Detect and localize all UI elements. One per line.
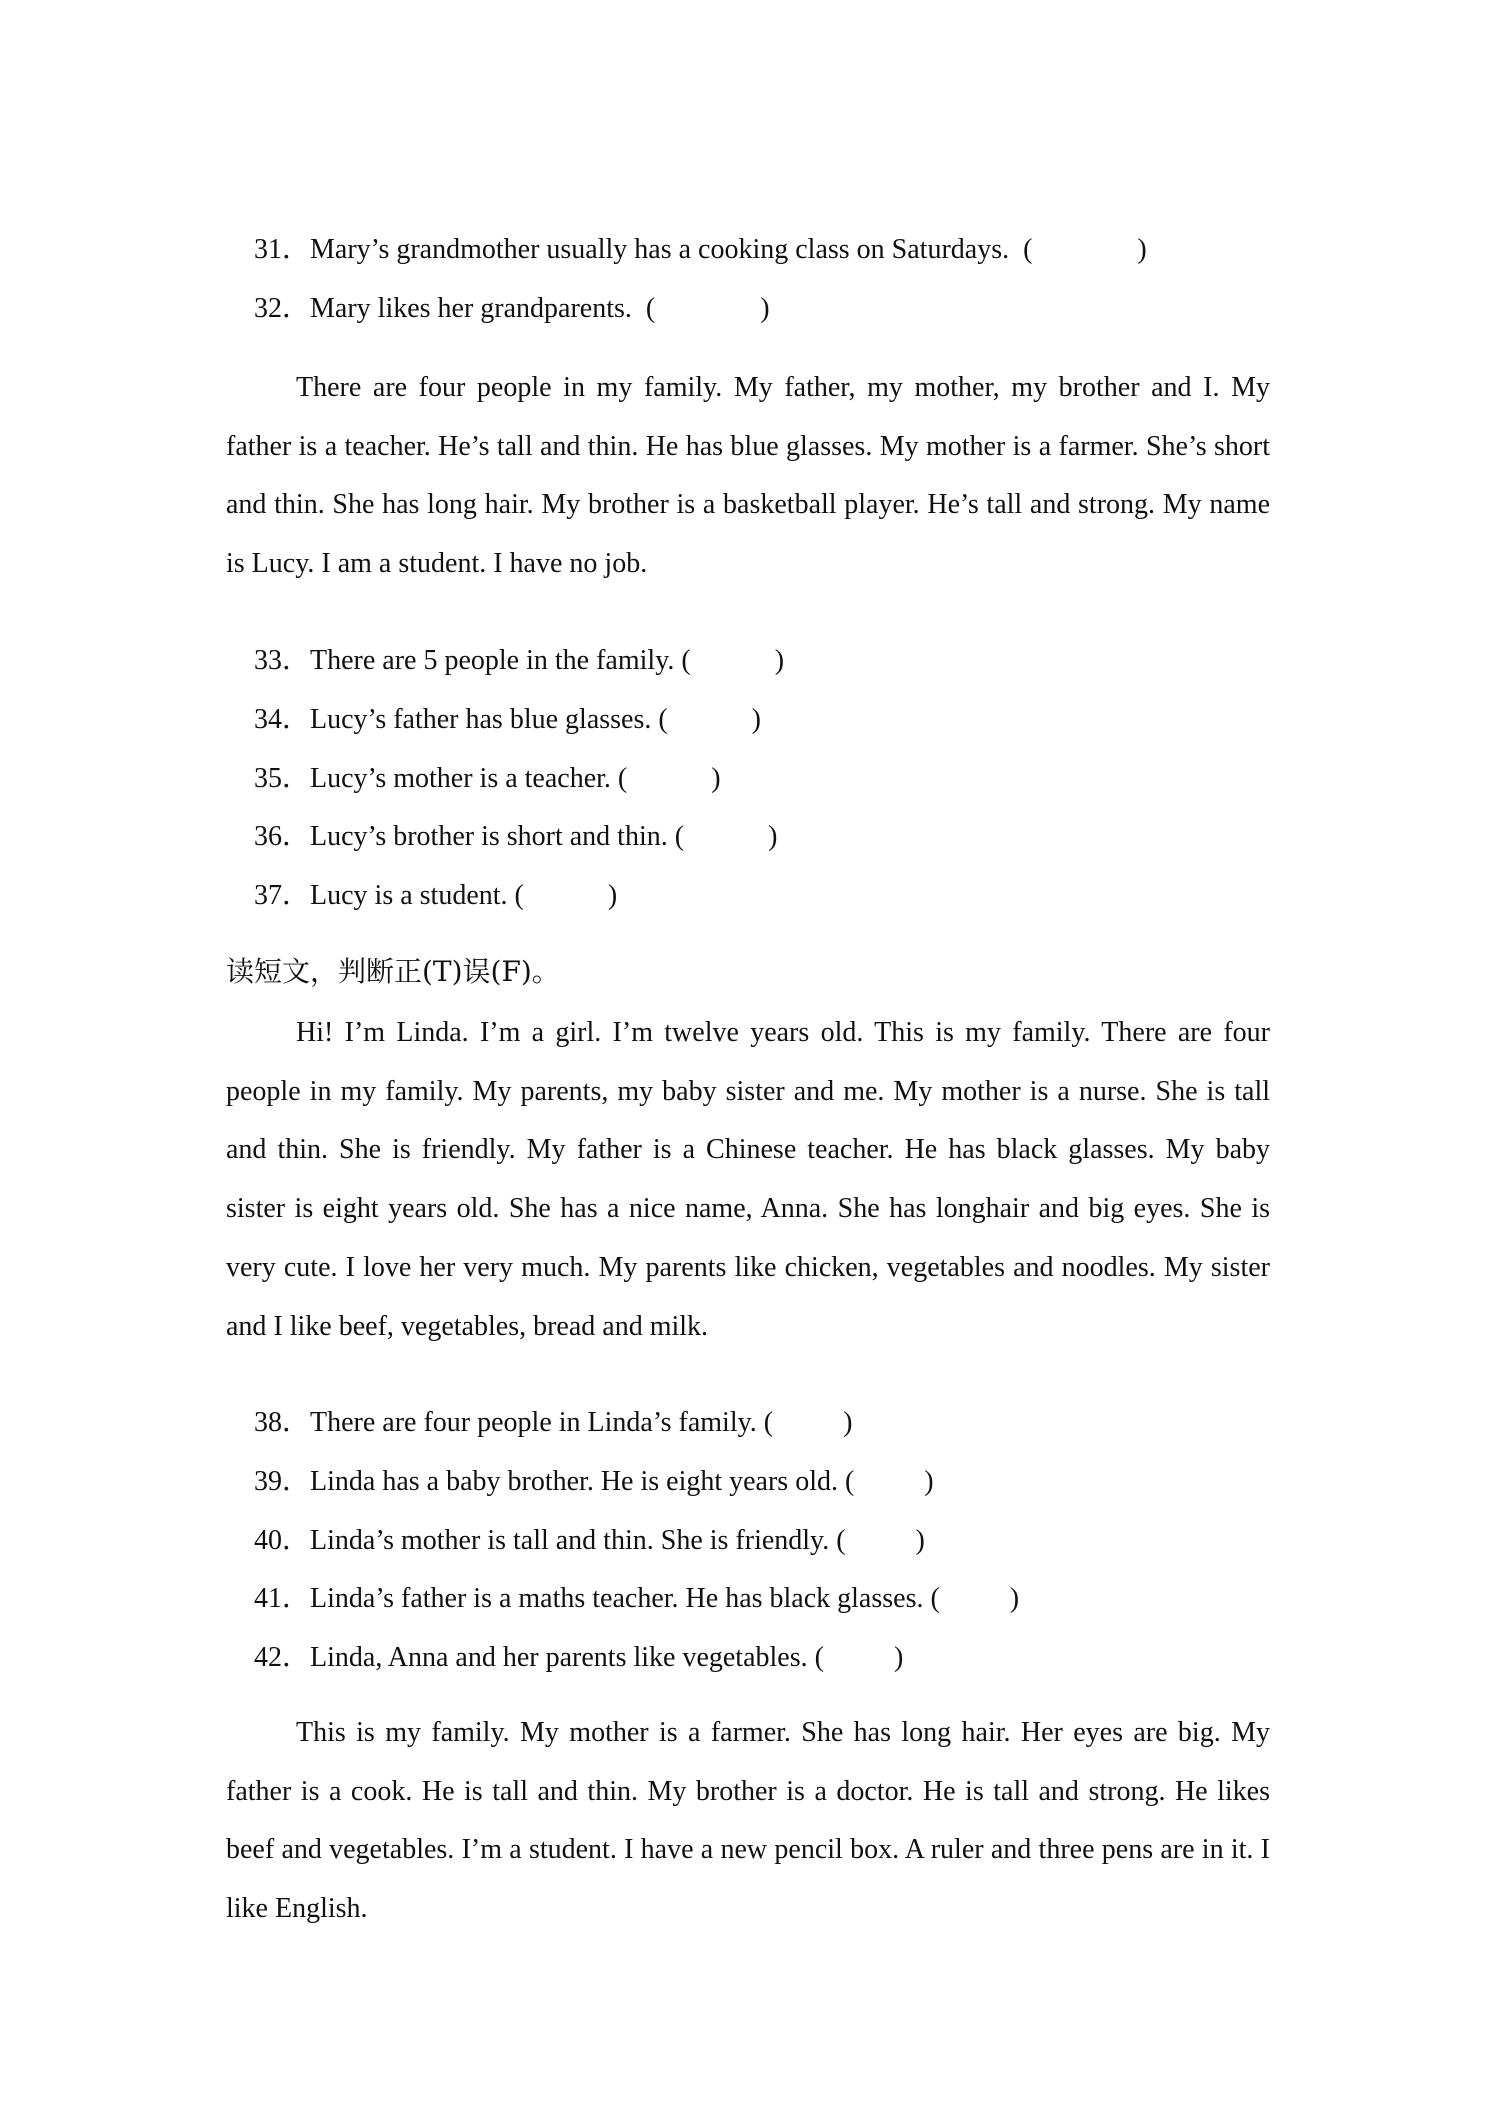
question-text: There are four people in Linda’s family. ( ) (310, 1407, 853, 1438)
question-text: There are 5 people in the family. ( ) (310, 645, 785, 676)
question-37 (226, 836, 617, 956)
question-number: 35． (254, 763, 311, 794)
question-number: 40． (254, 1525, 311, 1556)
question-text: Lucy is a student. ( ) (310, 880, 618, 911)
question-text: Linda’s father is a maths teacher. He has black glasses. ( ) (310, 1583, 1020, 1614)
question-text: Mary’s grandmother usually has a cooking class on Saturdays. ( ) (310, 234, 1147, 265)
question-text: Mary likes her grandparents. ( ) (310, 293, 770, 324)
question-32 (226, 249, 770, 369)
question-text: Linda’s mother is tall and thin. She is friendly. ( ) (310, 1525, 925, 1556)
section-heading: 读短文，判断正(T)误(F)。 (226, 955, 560, 988)
question-text: Lucy’s father has blue glasses. ( ) (310, 704, 762, 735)
question-number: 39． (254, 1466, 311, 1497)
question-number: 34． (254, 704, 311, 735)
question-number: 33． (254, 645, 311, 676)
question-number: 41． (254, 1583, 311, 1614)
passage-linda-family: Hi! I’m Linda. I’m a girl. I’m twelve years old. This is my family. There are four people in my family. My parents, my baby sister and me. My mother is a nurse. She is tall and thin. She is friendly. My father is a Chinese teacher. He has black glasses. My baby sister is eight years old. She has a nice name, Anna. She has longhair and big eyes. She is very cute. I love her very much. My parents like chicken, vegetables and noodles. My sister and I like beef, vegetables, bread and milk. (226, 1017, 1270, 1342)
question-number: 36． (254, 821, 311, 852)
passage-lucy-family: There are four people in my family. My father, my mother, my brother and I. My father is a teacher. He’s tall and thin. He has blue glasses. My mother is a farmer. She’s short and thin. She has long hair. My brother is a basketball player. He’s tall and strong. My name is Lucy. I am a student. I have no job. (226, 372, 1270, 580)
question-42 (226, 1598, 903, 1718)
question-number: 38． (254, 1407, 311, 1438)
question-number: 31． (254, 234, 311, 265)
question-number: 37． (254, 880, 311, 911)
passage-family-three: This is my family. My mother is a farmer. She has long hair. Her eyes are big. My father is a cook. He is tall and thin. My brother is a doctor. He is tall and strong. He likes beef and vegetables. I’m a student. I have a new pencil box. A ruler and three pens are in it. I like English. (226, 1717, 1270, 1925)
question-text: Lucy’s brother is short and thin. ( ) (310, 821, 778, 852)
question-number: 32． (254, 293, 311, 324)
question-text: Linda has a baby brother. He is eight years old. ( ) (310, 1466, 934, 1497)
question-number: 42． (254, 1642, 311, 1673)
question-text: Lucy’s mother is a teacher. ( ) (310, 763, 721, 794)
question-text: Linda, Anna and her parents like vegetables. ( ) (310, 1642, 904, 1673)
